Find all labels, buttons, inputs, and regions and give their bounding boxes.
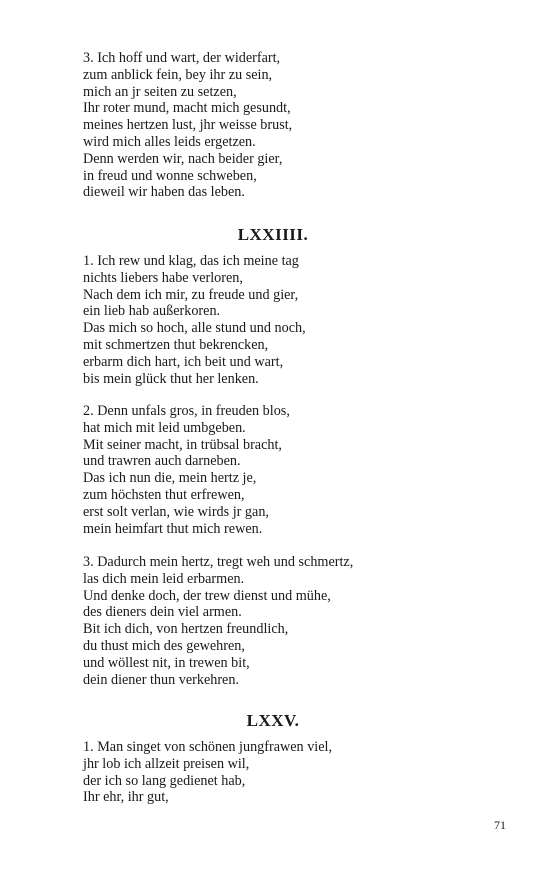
verse-line: nichts liebers habe verloren,: [83, 269, 243, 286]
verse-line: Das mich so hoch, alle stund und noch,: [83, 320, 306, 337]
verse-line: 1. Man singet von schönen jungfrawen viel,: [83, 739, 333, 755]
verse-line: Das ich nun die, mein hertz je,: [83, 470, 257, 487]
verse-line: jhr lob ich allzeit preisen wil,: [83, 755, 250, 772]
stanza-1-lxxiiii: [83, 253, 483, 387]
verse-line: mit schmertzen thut bekrencken,: [83, 336, 269, 353]
verse-line: Denn werden wir, nach beider gier,: [83, 150, 283, 167]
verse-line: Nach dem ich mir, zu freude und gier,: [83, 286, 299, 303]
stanza-3-lxxiii: [83, 50, 483, 201]
verse-line: bis mein glück thut her lenken.: [83, 370, 259, 387]
verse-line: 2. Denn unfals gros, in freuden blos,: [83, 403, 290, 419]
page-number: 71: [494, 818, 506, 832]
verse-line: zum höchsten thut erfrewen,: [83, 486, 245, 503]
verse-line: zum anblick fein, bey ihr zu sein,: [83, 66, 273, 83]
stanza-3-lxxiiii: [83, 554, 483, 688]
verse-line: 3. Dadurch mein hertz, tregt weh und schmertz,: [83, 554, 354, 570]
verse-line: 3. Ich hoff und wart, der widerfart,: [83, 50, 281, 66]
verse-line: mein heimfart thut mich rewen.: [83, 520, 263, 537]
verse-line: Ihr roter mund, macht mich gesundt,: [83, 100, 291, 117]
verse-line: dein diener thun verkehren.: [83, 671, 240, 688]
verse-line: der ich so lang gedienet hab,: [83, 772, 246, 789]
stanza-1-lxxv: [83, 739, 483, 806]
song-heading-lxxv: LXXV.: [246, 711, 300, 730]
verse-line: mich an jr seiten zu setzen,: [83, 83, 237, 100]
verse-line: und trawren auch darneben.: [83, 453, 241, 470]
verse-line: meines hertzen lust, jhr weisse brust,: [83, 117, 293, 134]
verse-line: las dich mein leid erbarmen.: [83, 570, 245, 587]
verse-line: Mit seiner macht, in trübsal bracht,: [83, 436, 282, 453]
verse-line: des dieners dein viel armen.: [83, 604, 242, 621]
verse-line: hat mich mit leid umbgeben.: [83, 419, 246, 436]
verse-line: Bit ich dich, von hertzen freundlich,: [83, 621, 289, 638]
stanza-2-lxxiiii: [83, 403, 483, 537]
song-heading-lxxiiii: LXXIIII.: [237, 225, 309, 244]
verse-line: wird mich alles leids ergetzen.: [83, 133, 256, 150]
verse-line: du thust mich des gewehren,: [83, 637, 245, 654]
verse-line: Ihr ehr, ihr gut,: [83, 789, 169, 806]
verse-line: dieweil wir haben das leben.: [83, 184, 245, 201]
verse-line: erst solt verlan, wie wirds jr gan,: [83, 503, 269, 520]
verse-line: 1. Ich rew und klag, das ich meine tag: [83, 253, 299, 269]
verse-line: und wöllest nit, in trewen bit,: [83, 654, 250, 671]
verse-line: erbarm dich hart, ich beit und wart,: [83, 353, 284, 370]
verse-line: in freud und wonne schweben,: [83, 167, 257, 184]
verse-line: ein lieb hab außerkoren.: [83, 303, 221, 320]
verse-line: Und denke doch, der trew dienst und mühe,: [83, 587, 331, 604]
